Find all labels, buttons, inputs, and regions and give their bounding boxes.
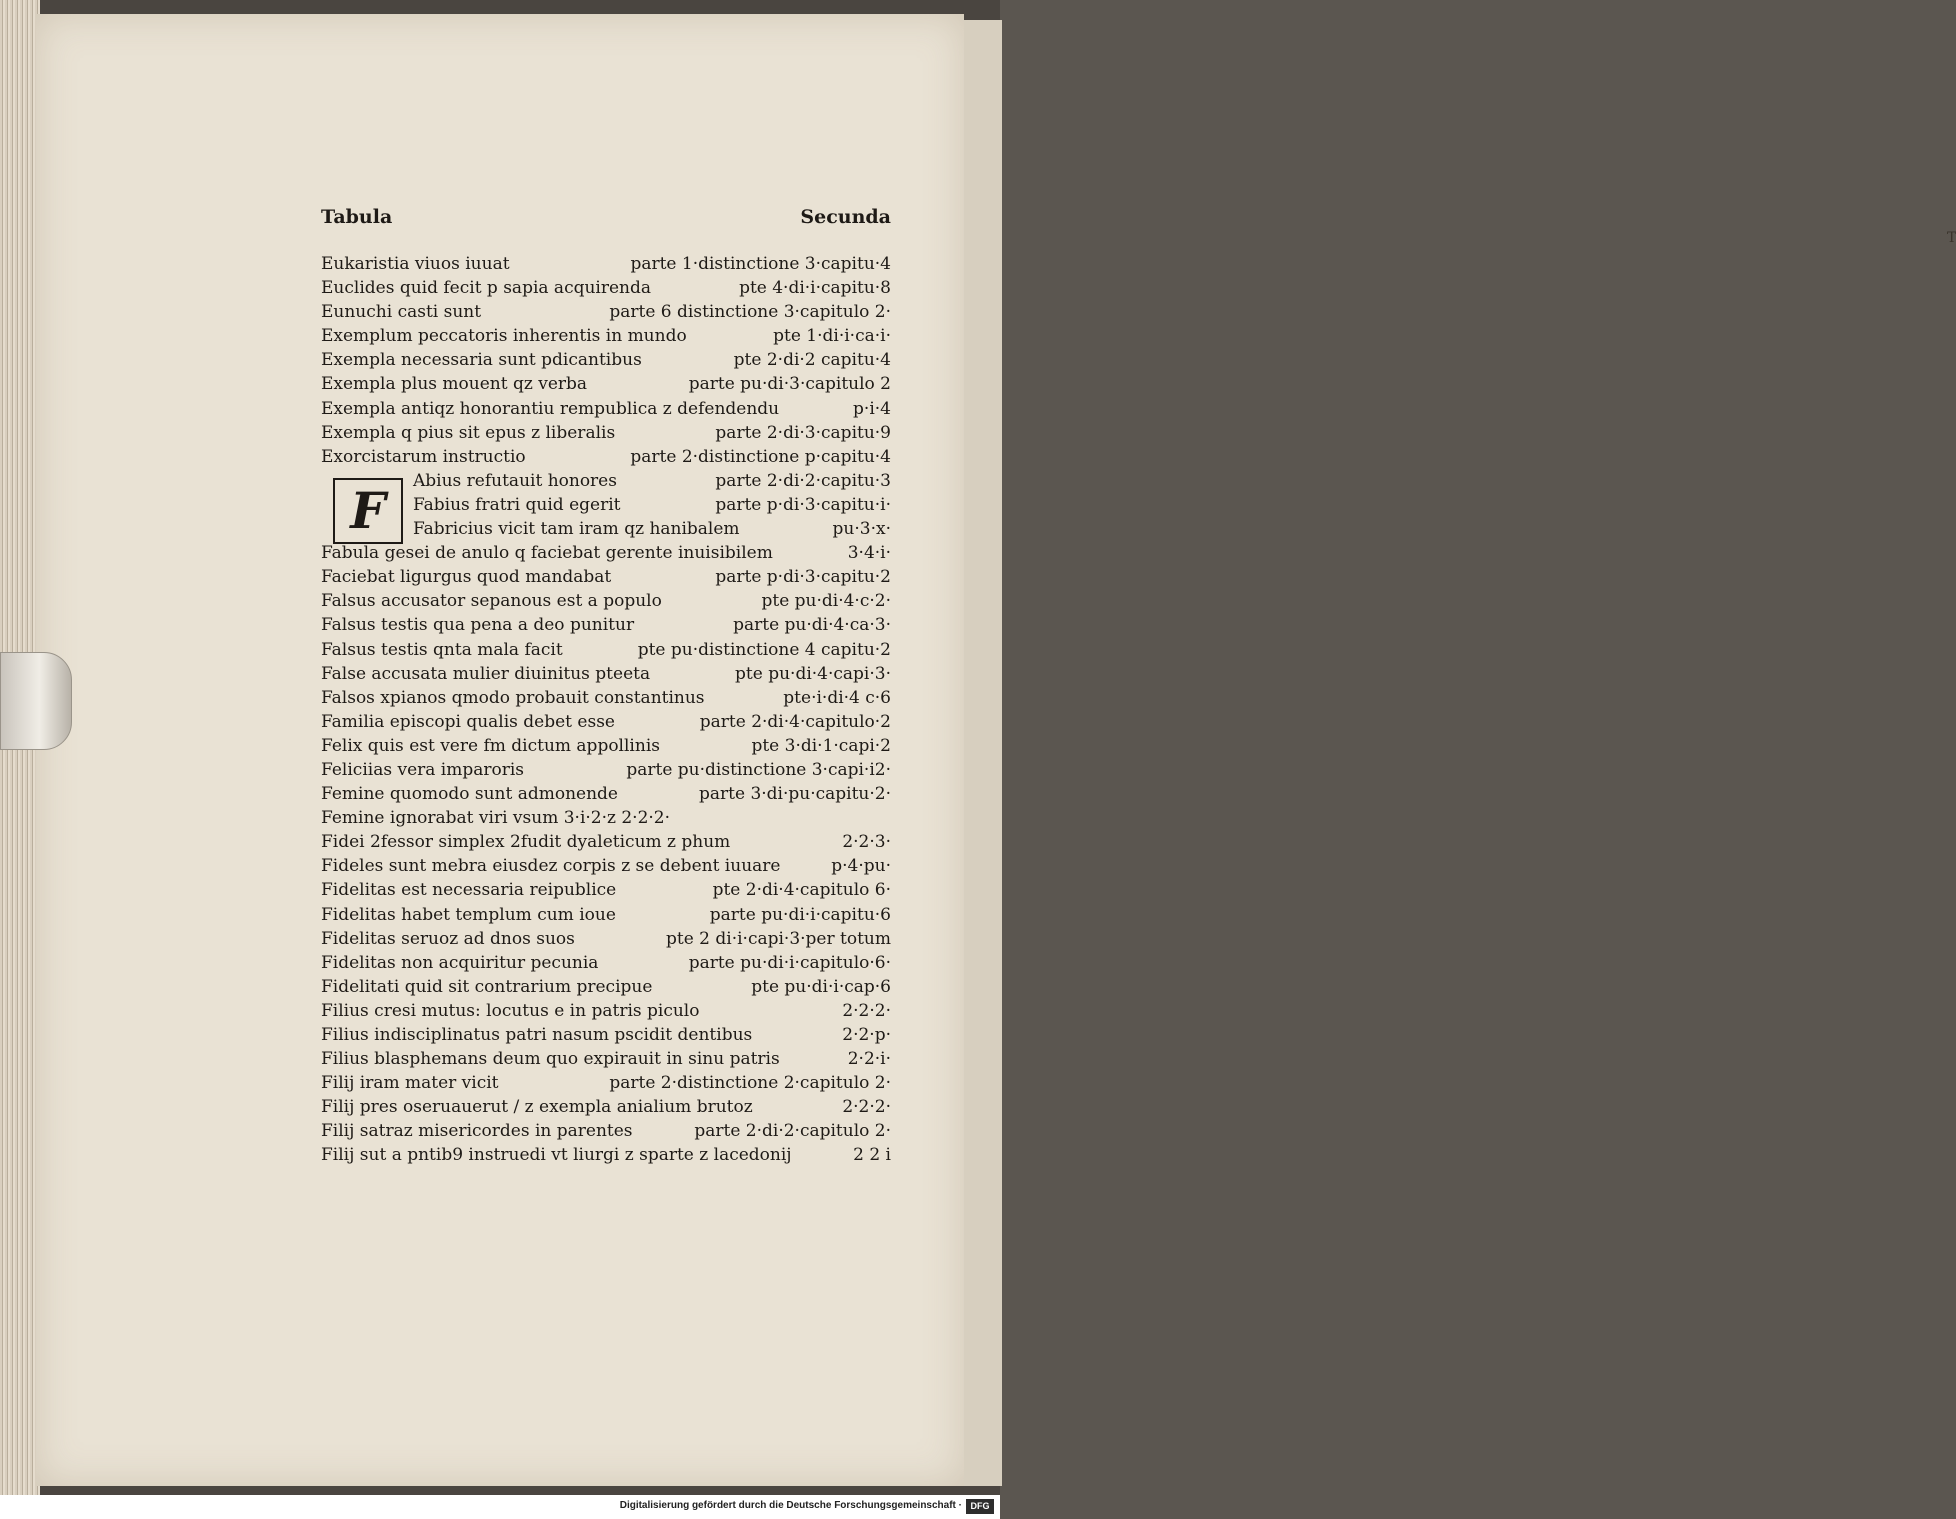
running-head <box>291 206 891 234</box>
footer-credit: Digitalisierung gefördert durch die Deutsche Forschungsgemeinschaft · <box>619 1500 962 1511</box>
entry-text: Euclides quid fecit p sapia acquirenda <box>321 278 652 299</box>
entry-text: Filij sut a pntib9 instruedi vt liurgi z sparte z lacedonij <box>321 1145 792 1166</box>
initial-capital: F <box>333 478 403 544</box>
index-entry <box>321 929 891 953</box>
index-entry <box>321 736 891 760</box>
index-entry <box>321 519 891 543</box>
running-head-right: Secunda <box>800 206 891 228</box>
entry-reference: pte 4·di·i·capitu·8 <box>739 278 891 299</box>
entry-reference: parte 3·di·pu·capitu·2· <box>699 784 891 805</box>
entry-text: Faciebat ligurgus quod mandabat <box>321 567 612 588</box>
index-entry <box>321 784 891 808</box>
index-entry <box>321 664 891 688</box>
entry-reference: 2·2·p· <box>842 1025 891 1045</box>
index-entry <box>321 856 891 880</box>
index-entry <box>321 326 891 350</box>
entry-reference: parte pu·di·i·capitulo·6· <box>688 952 891 973</box>
entry-text: Fidelitas habet templum cum ioue <box>321 904 616 925</box>
entry-text: Exemplum peccatoris inherentis in mundo <box>321 326 687 347</box>
entry-reference: pte 2·di·4·capitulo 6· <box>712 880 891 901</box>
entry-reference: parte p·di·3·capitu·i· <box>715 494 891 515</box>
book-page <box>36 14 964 1486</box>
entry-text: Filij satraz misericordes in parentes <box>321 1121 633 1142</box>
facing-page-edge <box>962 20 1956 1486</box>
index-entry <box>321 543 891 567</box>
entry-text: Fabula gesei de anulo q faciebat gerente inuisibilem <box>321 543 773 564</box>
entry-text: Filij pres oseruauerut / z exempla anialium brutoz <box>321 1097 753 1118</box>
entry-reference: parte 1·distinctione 3·capitu·4 <box>630 254 891 274</box>
entry-text: Fidei 2fessor simplex 2fudit dyaleticum z phum <box>321 832 731 853</box>
index-entry <box>321 1121 891 1145</box>
index-entry <box>321 953 891 977</box>
index-entry <box>321 1145 891 1169</box>
running-head-left: Tabula <box>321 206 393 228</box>
entry-reference: pte pu·distinctione 4 capitu·2 <box>637 639 891 660</box>
index-entry <box>321 447 891 471</box>
entry-reference: 2·2·i· <box>847 1049 891 1070</box>
entry-text: Fidelitas non acquiritur pecunia <box>321 952 599 973</box>
index-entry <box>321 567 891 591</box>
dfg-logo: DFG <box>966 1499 994 1514</box>
entry-reference: pte 1·di·i·ca·i· <box>773 326 891 347</box>
index-entry <box>321 712 891 736</box>
entry-text: Filij iram mater vicit <box>321 1073 499 1094</box>
index-entry <box>321 688 891 712</box>
entry-reference: 2·2·2· <box>842 1000 891 1021</box>
entry-text: Exorcistarum instructio <box>321 446 526 467</box>
entry-text: Femine quomodo sunt admonende <box>321 784 618 805</box>
index-entry <box>321 977 891 1001</box>
index-entries <box>321 254 891 1170</box>
entry-text: Exempla necessaria sunt pdicantibus <box>321 350 642 371</box>
entry-reference: parte 2·distinctione 2·capitulo 2· <box>609 1073 891 1094</box>
index-entry <box>321 1001 891 1025</box>
entry-text: Exempla q pius sit epus z liberalis <box>321 422 616 443</box>
index-entry <box>321 640 891 664</box>
index-entry <box>321 423 891 447</box>
entry-reference: parte pu·di·i·capitu·6 <box>709 904 891 925</box>
entry-reference: p·4·pu· <box>831 856 891 877</box>
entry-text: Falsus testis qnta mala facit <box>321 639 563 660</box>
index-entry <box>321 1097 891 1121</box>
index-entry <box>321 254 891 278</box>
entry-reference: pte·i·di·4 c·6 <box>783 687 891 708</box>
entry-text: False accusata mulier diuinitus pteeta <box>321 663 651 684</box>
entry-text: Eukaristia viuos iuuat <box>321 254 510 274</box>
entry-text: Exempla plus mouent qz verba <box>321 374 588 395</box>
index-entry <box>321 350 891 374</box>
entry-text: Falsos xpianos qmodo probauit constantinus <box>321 687 705 708</box>
entry-reference: pte 2 di·i·capi·3·per totum <box>665 928 891 949</box>
footer-bar <box>0 1495 1000 1519</box>
entry-reference: 2 2 i <box>853 1145 891 1166</box>
entry-reference: pte pu·di·4·c·2· <box>761 591 891 612</box>
entry-text: Felix quis est vere fm dictum appollinis <box>321 735 660 756</box>
index-entry <box>321 760 891 784</box>
entry-reference: pu·3·x· <box>832 519 891 540</box>
index-entry <box>321 471 891 495</box>
entry-text: Fabricius vicit tam iram qz hanibalem <box>413 519 740 540</box>
index-entry <box>321 374 891 398</box>
index-entry <box>321 399 891 423</box>
entry-reference: 2·2·2· <box>842 1097 891 1118</box>
entry-reference: parte pu·distinctione 3·capi·i2· <box>626 759 891 780</box>
entry-reference: pte pu·di·i·cap·6 <box>751 976 891 997</box>
entry-text: Fabius fratri quid egerit <box>413 494 621 515</box>
index-entry <box>321 495 891 519</box>
entry-text: Falsus testis qua pena a deo punitur <box>321 615 635 636</box>
index-entry <box>321 1025 891 1049</box>
entry-text: Filius blasphemans deum quo expirauit in sinu patris <box>321 1049 780 1070</box>
entry-reference: parte 2·distinctione p·capitu·4 <box>630 446 891 467</box>
index-entry <box>321 615 891 639</box>
entry-reference: parte 2·di·3·capitu·9 <box>715 422 891 443</box>
entry-text: Filius indisciplinatus patri nasum pscidit dentibus <box>321 1025 753 1045</box>
facing-page-glyph: T <box>1947 230 1956 246</box>
index-entry <box>321 1049 891 1073</box>
entry-reference: p·i·4 <box>853 398 891 419</box>
page-clip <box>0 652 72 750</box>
index-entry <box>321 905 891 929</box>
entry-reference: parte 6 distinctione 3·capitulo 2· <box>609 302 891 323</box>
index-entry <box>321 278 891 302</box>
entry-reference: parte pu·di·3·capitulo 2 <box>688 374 891 395</box>
entry-reference: parte p·di·3·capitu·2 <box>715 567 891 588</box>
index-entry <box>321 1073 891 1097</box>
entry-text: Abius refutauit honores <box>413 470 617 491</box>
entry-reference: parte pu·di·4·ca·3· <box>733 615 891 636</box>
index-entry <box>321 880 891 904</box>
entry-reference: pte 2·di·2 capitu·4 <box>733 350 891 371</box>
entry-reference: 2·2·3· <box>842 832 891 853</box>
entry-reference: parte 2·di·2·capitu·3 <box>715 470 891 491</box>
entry-text: Filius cresi mutus: locutus e in patris piculo <box>321 1000 700 1021</box>
entry-text: Falsus accusator sepanous est a populo <box>321 591 662 612</box>
entry-reference: pte pu·di·4·capi·3· <box>735 663 891 684</box>
entry-text: Fideles sunt mebra eiusdez corpis z se debent iuuare <box>321 856 781 877</box>
entry-text: Fidelitati quid sit contrarium precipue <box>321 976 653 997</box>
index-entry <box>321 302 891 326</box>
index-entry <box>321 808 891 832</box>
entry-reference: 3·4·i· <box>847 543 891 564</box>
entry-reference: parte 2·di·4·capitulo·2 <box>699 711 891 732</box>
entry-reference: parte 2·di·2·capitulo 2· <box>694 1121 891 1142</box>
entry-text: Exempla antiqz honorantiu rempublica z defendendu <box>321 398 780 419</box>
entry-text: Familia episcopi qualis debet esse <box>321 711 615 732</box>
entry-text: Fidelitas seruoz ad dnos suos <box>321 928 575 949</box>
entry-reference: pte 3·di·1·capi·2 <box>751 735 891 756</box>
index-entry <box>321 591 891 615</box>
entry-text: Femine ignorabat viri vsum 3·i·2·z 2·2·2· <box>321 808 671 829</box>
entry-text: Feliciias vera imparoris <box>321 759 525 780</box>
entry-text: Fidelitas est necessaria reipublice <box>321 880 617 901</box>
entry-text: Eunuchi casti sunt <box>321 302 482 323</box>
index-entry <box>321 832 891 856</box>
